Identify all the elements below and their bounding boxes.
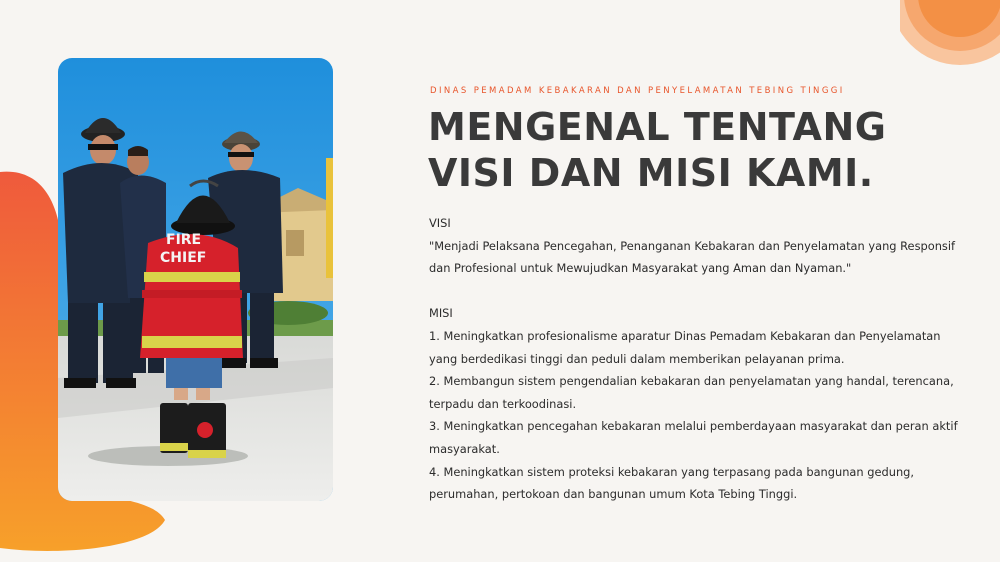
firefighters-photo	[58, 58, 333, 501]
vision-mission-text	[429, 212, 969, 506]
misi-line: 1. Meningkatkan profesionalisme aparatur Dinas Pemadam Kebakaran dan Penyelamatan	[429, 328, 941, 343]
visi-heading: VISI	[429, 216, 451, 230]
misi-line: perumahan, pertokoan dan bangunan umum Kota Tebing Tinggi.	[429, 487, 798, 502]
title-line-2: VISI DAN MISI KAMI.	[428, 151, 874, 195]
decorative-circles-top-right	[900, 0, 1000, 70]
misi-line: 4. Meningkatkan sistem proteksi kebakaran yang terpasang pada bangunan gedung,	[429, 464, 915, 479]
misi-line: yang berdedikasi tinggi dan peduli dalam memberikan pelayanan prima.	[429, 351, 845, 366]
page-title	[428, 104, 886, 196]
department-name: DINAS PEMADAM KEBAKARAN DAN PENYELAMATAN TEBING TINGGI	[430, 86, 845, 96]
misi-line: 3. Meningkatkan pencegahan kebakaran melalui pemberdayaan masyarakat dan peran aktif	[429, 419, 958, 434]
visi-line: "Menjadi Pelaksana Pencegahan, Penanganan Kebakaran dan Penyelamatan yang Responsif	[429, 238, 956, 253]
jacket-text-fire: FIRE	[166, 232, 202, 248]
title-line-1: MENGENAL TENTANG	[428, 105, 887, 149]
misi-heading: MISI	[429, 306, 453, 321]
jacket-text-chief: CHIEF	[160, 250, 207, 266]
misi-line: terpadu dan terkoodinasi.	[429, 396, 577, 411]
misi-line: 2. Membangun sistem pengendalian kebakaran dan penyelamatan yang handal, terencana,	[429, 374, 954, 389]
misi-line: masyarakat.	[429, 441, 500, 456]
visi-line: dan Profesional untuk Mewujudkan Masyarakat yang Aman dan Nyaman."	[429, 261, 852, 276]
